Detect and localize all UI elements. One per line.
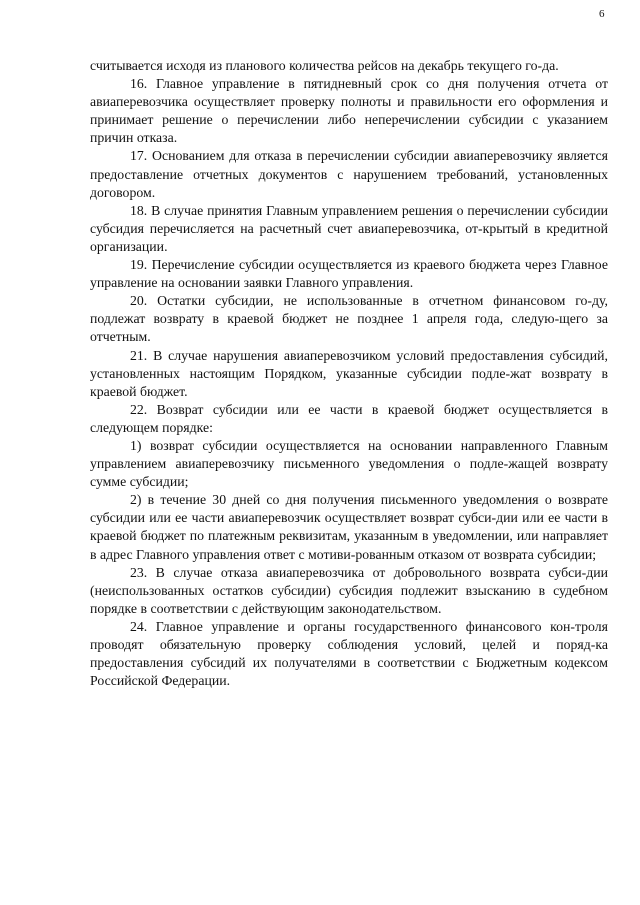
paragraph-22-item-2: 2) в течение 30 дней со дня получения письменного уведомления о возврате субсидии или ее части авиаперевозчик осуществляет возврат субси-дии или ее части в краевой бюджет по платежным реквизитам, указанным в уведомлении, или направляет в адрес Главного управления ответ с мотиви-рованным отказом от возврата субсидии; bbox=[90, 492, 608, 562]
paragraph-continuation: считывается исходя из планового количества рейсов на декабрь текущего го-да. bbox=[90, 58, 559, 73]
paragraph-22: 22. Возврат субсидии или ее части в краевой бюджет осуществляется в следующем порядке: bbox=[90, 401, 608, 435]
paragraph-24: 24. Главное управление и органы государственного финансового кон-троля проводят обязательную проверку соблюдения условий, целей и поряд-ка предоставления субсидий их получателями в соответствии с Бюджетным кодексом Российской Федерации. bbox=[90, 618, 608, 689]
paragraph-19: 19. Перечисление субсидии осуществляется из краевого бюджета через Главное управление на основании заявки Главного управления. bbox=[90, 257, 608, 291]
paragraph-20: 20. Остатки субсидии, не использованные в отчетном финансовом го-ду, подлежат возврату в краевой бюджет не позднее 1 апреля года, следую-щего за отчетным. bbox=[90, 293, 608, 345]
paragraph-16: 16. Главное управление в пятидневный срок со дня получения отчета от авиаперевозчика осуществляет проверку полноты и правильности его оформления и принимает решение о перечислении либо неперечислении субсидии с указанием причин отказа. bbox=[90, 76, 608, 146]
paragraph-17: 17. Основанием для отказа в перечислении субсидии авиаперевозчику является предоставление отчетных документов с нарушением требований, установленных договором. bbox=[90, 148, 608, 200]
page-number: 6 bbox=[599, 8, 605, 20]
paragraph-22-item-1: 1) возврат субсидии осуществляется на основании направленного Главным управлением авиаперевозчику письменного уведомления о подле-жащей возврату сумме субсидии; bbox=[90, 437, 608, 490]
paragraph-23: 23. В случае отказа авиаперевозчика от добровольного возврата субси-дии (неиспользованных остатков субсидии) субсидия подлежит взысканию в судебном порядке в соответствии с действующим законодательством. bbox=[90, 564, 608, 616]
paragraph-21: 21. В случае нарушения авиаперевозчиком условий предоставления субсидий, установленных настоящим Порядком, указанные субсидии подле-жат возврату в краевой бюджет. bbox=[90, 347, 608, 399]
document-body bbox=[90, 57, 608, 690]
paragraph-18: 18. В случае принятия Главным управлением решения о перечислении субсидии субсидия перечисляется на расчетный счет авиаперевозчика, от-крытый в кредитной организации. bbox=[90, 202, 608, 254]
